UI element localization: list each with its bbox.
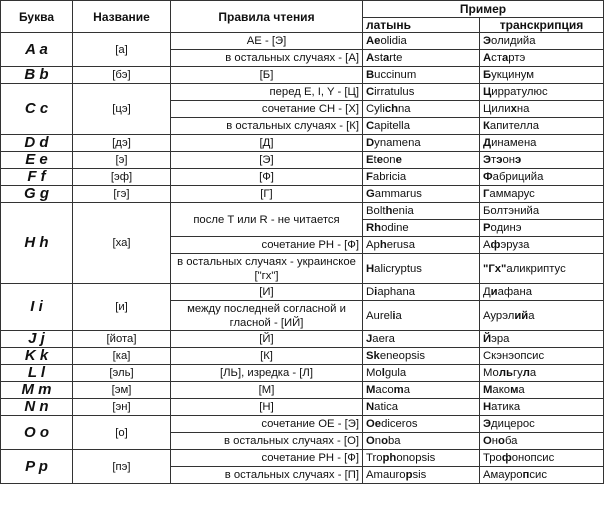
latin-example-cell: [363, 301, 480, 331]
highlighted-segment: а: [502, 52, 509, 64]
text-segment: eneopsis: [379, 350, 426, 362]
reading-rule-cell: после T или R - не читается: [171, 203, 363, 237]
transcription-example-cell: [480, 450, 604, 467]
text-segment: erusa: [386, 239, 415, 251]
letter-name-cell: [ка]: [73, 348, 171, 365]
reading-rule-cell: [Г]: [171, 186, 363, 203]
text-segment: ба: [504, 435, 518, 447]
latin-example-cell: [363, 382, 480, 399]
reading-rule-cell: в остальных случаях - [А]: [171, 50, 363, 67]
letter-cell: A a: [1, 33, 73, 67]
highlighted-segment: e: [376, 154, 383, 166]
highlighted-segment: Н: [483, 401, 492, 413]
letter-cell: H h: [1, 203, 73, 284]
text-segment: sis: [412, 469, 427, 481]
text-segment: Аурэл: [483, 309, 515, 322]
reading-rule-cell: сочетание PH - [Ф]: [171, 450, 363, 467]
transcription-example-cell: [480, 101, 604, 118]
text-segment: st: [374, 52, 383, 64]
text-segment: эра: [491, 333, 510, 345]
text-segment: on: [382, 154, 396, 166]
highlighted-segment: Oe: [366, 418, 382, 430]
text-segment: enia: [392, 205, 414, 217]
highlighted-segment: ф: [490, 239, 501, 251]
table-body: [1, 33, 604, 484]
highlighted-segment: F: [366, 171, 373, 183]
latin-example-cell: [363, 399, 480, 416]
highlighted-segment: p: [405, 469, 413, 481]
header-name: Название: [73, 1, 171, 33]
table-row: [1, 450, 604, 467]
letter-cell: C c: [1, 84, 73, 135]
text-segment: onopsis: [396, 452, 436, 464]
highlighted-segment: ch: [384, 103, 399, 115]
highlighted-segment: Э: [483, 35, 492, 47]
highlighted-segment: ль: [498, 367, 513, 379]
text-segment: абрицийа: [492, 171, 544, 183]
text-segment: гу: [512, 367, 523, 379]
reading-rule-cell: [И]: [171, 284, 363, 301]
highlighted-segment: B: [366, 69, 375, 81]
text-segment: аммарус: [489, 188, 535, 200]
transcription-example-cell: [480, 67, 604, 84]
highlighted-segment: m: [393, 384, 404, 396]
text-segment: aco: [375, 384, 394, 396]
table-row: [1, 186, 604, 203]
transcription-example-cell: [480, 331, 604, 348]
highlighted-segment: К: [483, 120, 490, 132]
highlighted-segment: C: [366, 86, 375, 98]
letter-cell: L l: [1, 365, 73, 382]
highlighted-segment: J: [366, 333, 373, 345]
transcription-example-cell: [480, 237, 604, 254]
letter-cell: D d: [1, 135, 73, 152]
letter-name-cell: [йота]: [73, 331, 171, 348]
text-segment: Amauro: [366, 469, 406, 481]
highlighted-segment: Ae: [366, 35, 381, 47]
highlighted-segment: ph: [382, 452, 397, 464]
highlighted-segment: M: [366, 384, 376, 396]
transcription-example-cell: [480, 220, 604, 237]
latin-example-cell: [363, 118, 480, 135]
table-row: [1, 152, 604, 169]
letter-cell: I i: [1, 284, 73, 331]
text-segment: а: [518, 384, 525, 396]
highlighted-segment: и: [490, 286, 498, 298]
letter-name-cell: [цэ]: [73, 84, 171, 135]
latin-example-cell: [363, 348, 480, 365]
transcription-example-cell: [480, 416, 604, 433]
letter-cell: N n: [1, 399, 73, 416]
reading-rule-cell: в остальных случаях - [П]: [171, 467, 363, 484]
highlighted-segment: "Гх": [483, 262, 507, 275]
letter-name-cell: [и]: [73, 284, 171, 331]
text-segment: na: [398, 103, 411, 115]
text-segment: олидийа: [491, 35, 536, 47]
highlighted-segment: э: [515, 154, 522, 166]
text-segment: a: [403, 384, 410, 396]
latin-example-cell: [363, 331, 480, 348]
transcription-example-cell: [480, 467, 604, 484]
transcription-example-cell: [480, 433, 604, 450]
highlighted-segment: l: [381, 367, 385, 379]
text-segment: Амауро: [483, 469, 523, 481]
transcription-example-cell: [480, 254, 604, 284]
text-segment: Мо: [483, 367, 499, 379]
text-segment: odine: [381, 222, 409, 234]
latin-example-cell: [363, 254, 480, 284]
highlighted-segment: D: [366, 137, 375, 149]
text-segment: ирратулюс: [491, 86, 548, 98]
letter-cell: B b: [1, 67, 73, 84]
text-segment: ст: [491, 52, 502, 64]
latin-example-cell: [363, 467, 480, 484]
text-segment: ако: [492, 384, 511, 396]
reading-rule-cell: [Н]: [171, 399, 363, 416]
text-segment: D: [366, 286, 375, 298]
letter-name-cell: [а]: [73, 33, 171, 67]
highlighted-segment: ий: [514, 309, 529, 322]
latin-example-cell: [363, 433, 480, 450]
reading-rule-cell: [Д]: [171, 135, 363, 152]
latin-example-cell: [363, 186, 480, 203]
latin-example-cell: [363, 135, 480, 152]
text-segment: n: [374, 435, 382, 447]
transcription-example-cell: [480, 348, 604, 365]
text-segment: афана: [497, 286, 532, 298]
transcription-example-cell: [480, 399, 604, 416]
text-segment: ammarus: [374, 188, 422, 200]
reading-rule-cell: сочетание CH - [Х]: [171, 101, 363, 118]
latin-example-cell: [363, 237, 480, 254]
letter-name-cell: [эф]: [73, 169, 171, 186]
highlighted-segment: A: [366, 52, 375, 64]
reading-rule-cell: в остальных случаях - [К]: [171, 118, 363, 135]
text-segment: на: [516, 103, 530, 115]
header-letter: Буква: [1, 1, 73, 33]
transcription-example-cell: [480, 33, 604, 50]
highlighted-segment: h: [385, 205, 393, 217]
reading-rule-cell: [Ф]: [171, 169, 363, 186]
highlighted-segment: М: [483, 384, 493, 396]
text-segment: gula: [384, 367, 407, 379]
header-reading-rules: Правила чтения: [171, 1, 363, 33]
letter-cell: J j: [1, 331, 73, 348]
text-segment: Ск: [483, 350, 497, 362]
transcription-example-cell: [480, 135, 604, 152]
text-segment: diceros: [381, 418, 418, 430]
text-segment: ba: [388, 435, 401, 447]
highlighted-segment: л: [522, 367, 530, 379]
table-row: [1, 67, 604, 84]
text-segment: сис: [529, 469, 547, 481]
latin-example-cell: [363, 365, 480, 382]
reading-rule-cell: перед E, I, Y - [Ц]: [171, 84, 363, 101]
highlighted-segment: м: [510, 384, 519, 396]
text-segment: Tro: [366, 452, 383, 464]
table-row: [1, 169, 604, 186]
highlighted-segment: Й: [483, 333, 492, 345]
text-segment: abricia: [372, 171, 407, 183]
transcription-example-cell: [480, 50, 604, 67]
highlighted-segment: Sk: [366, 350, 380, 362]
text-segment: а: [528, 309, 535, 322]
table-row: [1, 284, 604, 301]
latin-example-cell: [363, 284, 480, 301]
table-row: [1, 84, 604, 101]
text-segment: инамена: [491, 137, 537, 149]
reading-rule-cell: сочетание PH - [Ф]: [171, 237, 363, 254]
text-segment: аликриптус: [506, 262, 566, 275]
reading-rule-cell: [Й]: [171, 331, 363, 348]
highlighted-segment: i: [392, 309, 396, 322]
highlighted-segment: А: [483, 52, 492, 64]
text-segment: энэопсис: [496, 350, 545, 362]
letter-name-cell: [эн]: [73, 399, 171, 416]
highlighted-segment: Э: [483, 154, 492, 166]
latin-example-cell: [363, 203, 480, 220]
highlighted-segment: e: [395, 154, 402, 166]
text-segment: А: [483, 239, 491, 251]
transcription-example-cell: [480, 169, 604, 186]
highlighted-segment: Г: [483, 188, 490, 200]
text-segment: Тро: [483, 452, 502, 464]
latin-example-cell: [363, 152, 480, 169]
latin-example-cell: [363, 33, 480, 50]
text-segment: дицерос: [491, 418, 535, 430]
text-segment: Ap: [366, 239, 380, 251]
text-segment: Цили: [483, 103, 511, 115]
letter-name-cell: [эль]: [73, 365, 171, 382]
reading-rule-cell: [ЛЬ], изредка - [Л]: [171, 365, 363, 382]
text-segment: a: [395, 309, 402, 322]
text-segment: t: [373, 154, 377, 166]
header-transcription: транскрипция: [480, 18, 604, 33]
reading-rule-cell: [К]: [171, 348, 363, 365]
table-row: [1, 331, 604, 348]
table-row: [1, 399, 604, 416]
text-segment: атика: [491, 401, 521, 413]
letter-cell: F f: [1, 169, 73, 186]
text-segment: alicryptus: [374, 262, 422, 275]
letter-name-cell: [бэ]: [73, 67, 171, 84]
reading-rule-cell: AE - [Э]: [171, 33, 363, 50]
letter-cell: P p: [1, 450, 73, 484]
highlighted-segment: Ф: [483, 171, 493, 183]
highlighted-segment: o: [381, 435, 388, 447]
table-row: [1, 365, 604, 382]
text-segment: ynamena: [374, 137, 421, 149]
text-segment: aphana: [377, 286, 416, 298]
header-latin: латынь: [363, 18, 480, 33]
highlighted-segment: E: [366, 154, 374, 166]
letter-name-cell: [пэ]: [73, 450, 171, 484]
text-segment: Cyli: [366, 103, 385, 115]
table-row: [1, 348, 604, 365]
text-segment: Bolt: [366, 205, 386, 217]
text-segment: а: [529, 367, 537, 379]
text-segment: uccinum: [374, 69, 417, 81]
reading-rule-cell: в остальных случаях - украинское ["гх"]: [171, 254, 363, 284]
reading-rule-cell: сочетание OE - [Э]: [171, 416, 363, 433]
text-segment: irratulus: [374, 86, 415, 98]
highlighted-segment: h: [379, 239, 387, 251]
transcription-example-cell: [480, 365, 604, 382]
latin-example-cell: [363, 169, 480, 186]
highlighted-segment: о: [498, 435, 505, 447]
latin-example-cell: [363, 450, 480, 467]
table-row: [1, 382, 604, 399]
transcription-example-cell: [480, 203, 604, 220]
highlighted-segment: H: [366, 262, 375, 275]
transcription-example-cell: [480, 382, 604, 399]
text-segment: эруза: [500, 239, 530, 251]
highlighted-segment: Э: [483, 418, 492, 430]
highlighted-segment: a: [382, 52, 390, 64]
text-segment: rte: [389, 52, 403, 64]
highlighted-segment: Д: [483, 137, 492, 149]
letter-cell: K k: [1, 348, 73, 365]
letter-name-cell: [дэ]: [73, 135, 171, 152]
highlighted-segment: Б: [483, 69, 492, 81]
reading-rule-cell: [Б]: [171, 67, 363, 84]
text-segment: он: [502, 154, 516, 166]
reading-rule-cell: [М]: [171, 382, 363, 399]
text-segment: apitella: [374, 120, 410, 132]
highlighted-segment: х: [510, 103, 517, 115]
letter-cell: G g: [1, 186, 73, 203]
transcription-example-cell: [480, 84, 604, 101]
highlighted-segment: G: [366, 188, 375, 200]
text-segment: н: [491, 435, 499, 447]
latin-example-cell: [363, 101, 480, 118]
text-segment: ртэ: [508, 52, 526, 64]
table-row: [1, 416, 604, 433]
text-segment: апителла: [489, 120, 540, 132]
table-row: [1, 135, 604, 152]
highlighted-segment: Р: [483, 222, 491, 234]
transcription-example-cell: [480, 301, 604, 331]
highlighted-segment: C: [366, 120, 375, 132]
transcription-example-cell: [480, 284, 604, 301]
text-segment: Болтэнийа: [483, 205, 540, 217]
text-segment: Д: [483, 286, 491, 298]
highlighted-segment: i: [374, 286, 378, 298]
highlighted-segment: Ц: [483, 86, 492, 98]
transcription-example-cell: [480, 152, 604, 169]
highlighted-segment: O: [366, 435, 375, 447]
highlighted-segment: э: [496, 154, 503, 166]
letter-name-cell: [о]: [73, 416, 171, 450]
letter-name-cell: [эм]: [73, 382, 171, 399]
highlighted-segment: ф: [501, 452, 512, 464]
text-segment: т: [491, 154, 497, 166]
latin-example-cell: [363, 84, 480, 101]
latin-example-cell: [363, 50, 480, 67]
letter-cell: E e: [1, 152, 73, 169]
reading-rule-cell: между последней согласной и гласной - [ИЙ]: [171, 301, 363, 331]
reading-rule-cell: в остальных случаях - [О]: [171, 433, 363, 450]
highlighted-segment: Rh: [366, 222, 382, 234]
text-segment: одинэ: [490, 222, 522, 234]
text-segment: онопсис: [511, 452, 555, 464]
text-segment: Aurel: [366, 309, 393, 322]
latin-example-cell: [363, 416, 480, 433]
text-segment: atica: [374, 401, 399, 413]
letter-name-cell: [э]: [73, 152, 171, 169]
highlighted-segment: N: [366, 401, 375, 413]
letter-name-cell: [ха]: [73, 203, 171, 284]
reading-rule-cell: [Э]: [171, 152, 363, 169]
letter-cell: O o: [1, 416, 73, 450]
letter-cell: M m: [1, 382, 73, 399]
highlighted-segment: п: [522, 469, 530, 481]
letter-name-cell: [гэ]: [73, 186, 171, 203]
latin-example-cell: [363, 67, 480, 84]
table-row: [1, 33, 604, 50]
text-segment: укцинум: [491, 69, 535, 81]
transcription-example-cell: [480, 118, 604, 135]
text-segment: olidia: [380, 35, 407, 47]
text-segment: aera: [372, 333, 395, 345]
text-segment: Mo: [366, 367, 382, 379]
highlighted-segment: О: [483, 435, 492, 447]
latin-example-cell: [363, 220, 480, 237]
table-row: [1, 203, 604, 220]
header-example: Пример: [363, 1, 604, 18]
transcription-example-cell: [480, 186, 604, 203]
